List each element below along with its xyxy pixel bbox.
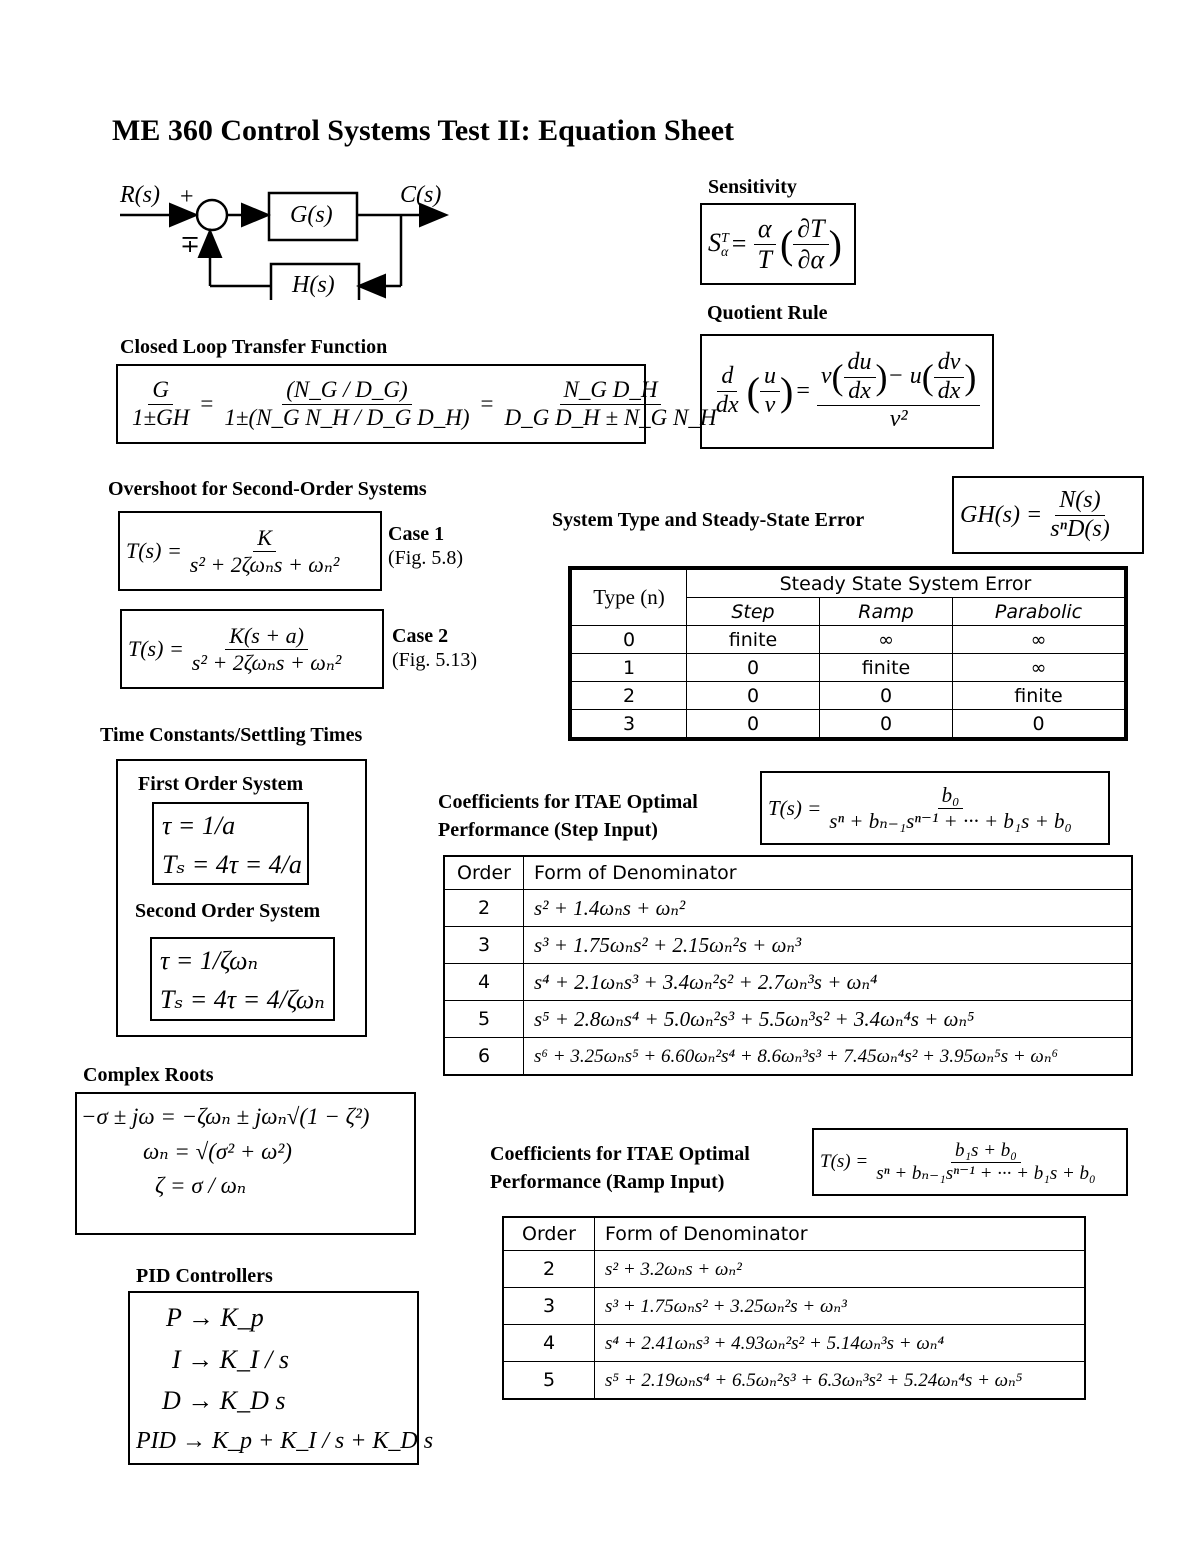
overshoot-heading: Overshoot for Second-Order Systems [108,478,427,500]
itae-step-tf-frac [825,783,1076,832]
sensitivity-coef [753,214,775,275]
order-cell: 2 [444,890,524,927]
case2-label [392,624,477,672]
complex-roots-l2: ωₙ = √(σ² + ω²) [143,1138,292,1164]
itae-step-heading-l2: Performance (Step Input) [438,819,658,841]
first-order-box [152,802,309,885]
itae-ramp-tf-den: sⁿ + bₙ₋₁sⁿ⁻¹ + ··· + b₁s + b₀ [876,1162,1096,1184]
order-cell: 6 [444,1038,524,1076]
itae-step-tf-lhs: T(s) = [768,795,822,820]
cell: 2 [570,682,687,710]
v-term: v [820,363,832,390]
gh-den: sⁿD(s) [1050,515,1110,542]
cell: 0 [687,710,820,740]
coef-den: T [757,244,772,274]
case2-num: K(s + a) [225,623,308,649]
cell: 1 [570,654,687,682]
clt-f2-den: 1±(N_G N_H / D_G D_H) [224,404,470,430]
case2-fig: (Fig. 5.13) [392,649,477,671]
du: du [844,349,876,378]
table-row [570,710,1126,740]
second-order-tau: τ = 1/ζωₙ [160,946,259,975]
itae-ramp-tf [812,1128,1128,1196]
table-row [503,1325,1085,1362]
first-order-ts: Tₛ = 4τ = 4/a [162,850,302,879]
deriv-den: ∂α [797,244,825,274]
case1-lhs: T(s) = [126,538,182,563]
order-cell: 3 [444,927,524,964]
pid-d: D → K_D s [162,1386,286,1416]
sensitivity-heading: Sensitivity [708,176,797,198]
cell: 0 [570,626,687,654]
itae-step-heading-l1: Coefficients for ITAE Optimal [438,791,698,813]
sse-table-title: Steady State System Error [687,568,1127,598]
form-cell: s² + 3.2ωₙs + ωₙ² [595,1251,1086,1288]
cell: finite [687,626,820,654]
itae-ramp-tf-frac [872,1140,1099,1185]
form-cell: s³ + 1.75ωₙs² + 2.15ωₙ²s + ωₙ³ [524,927,1133,964]
itae-ramp-heading [490,1140,750,1196]
form-cell: s⁴ + 2.1ωₙs³ + 3.4ωₙ²s² + 2.7ωₙ³s + ωₙ⁴ [524,964,1133,1001]
u-over-v [760,363,780,419]
clt-frac-1 [128,377,193,431]
itae-step-tf-num: b₀ [938,783,964,808]
minus-sign: ∓ [180,232,201,258]
itae-ramp-heading-l2: Performance (Ramp Input) [490,1171,725,1193]
itae-ramp-heading-l1: Coefficients for ITAE Optimal [490,1143,750,1165]
quotient-rule-equation: $\frac{d}{dx}$ ( $\frac{u}{v}$ ) = v ( $\frac{du}{dx}$ ) − u ( $\frac{dv}{dx}$ ) v² [700,334,994,449]
case1-num: K [253,525,276,551]
dx-2: dx [937,377,961,404]
page-title: ME 360 Control Systems Test II: Equation Sheet [112,114,735,147]
gh-lhs: GH(s) = [960,501,1043,528]
dx: dx [716,392,739,418]
second-order-box [150,937,335,1021]
case1-den: s² + 2ζωₙs + ωₙ² [189,551,340,577]
order-cell: 5 [444,1001,524,1038]
case1-fig: (Fig. 5.8) [388,547,463,569]
cell: ∞ [953,626,1127,654]
form-cell: s⁵ + 2.8ωₙs⁴ + 5.0ωₙ²s³ + 5.5ωₙ³s² + 3.4ωₙ⁴s + ωₙ⁵ [524,1001,1133,1038]
overshoot-case2-equation [120,609,384,689]
feedback-block-label: H(s) [292,272,335,298]
quotient-rhs: v ( $\frac{du}{dx}$ ) − u ( $\frac{dv}{dx}$ ) v² [817,349,981,434]
itae-ramp-tf-lhs: T(s) = [820,1151,869,1172]
itae-ramp-table [502,1216,1086,1400]
pid-pid: PID → K_p + K_I / s + K_D s [136,1427,434,1454]
cell: 0 [820,710,953,740]
table-row [570,654,1126,682]
table-row [503,1362,1085,1400]
case2-title: Case 2 [392,625,449,647]
itae-step-table [443,855,1133,1076]
table-row [444,964,1132,1001]
itae-step-heading [438,788,698,844]
minus-u: − u [887,363,922,390]
system-type-heading: System Type and Steady-State Error [552,509,865,531]
col-form: Form of Denominator [595,1217,1086,1251]
sensitivity-symbol: S [708,228,721,258]
cell: 0 [687,682,820,710]
pid-heading: PID Controllers [136,1265,273,1287]
itae-step-tf [760,771,1110,845]
quotient-rule-heading: Quotient Rule [707,302,828,324]
form-cell: s³ + 1.75ωₙs² + 3.25ωₙ²s + ωₙ³ [595,1288,1086,1325]
table-row [444,927,1132,964]
clt-frac-2 [220,377,473,431]
cell: ∞ [820,626,953,654]
v: v [764,392,776,418]
dv-dx [934,349,965,405]
table-row [570,626,1126,654]
dx-1: dx [848,377,871,404]
gh-num: N(s) [1055,487,1104,516]
cell: finite [820,654,953,682]
cell: 0 [953,710,1127,740]
block-diagram [118,180,458,300]
case1-title: Case 1 [388,523,445,545]
col-form: Form of Denominator [524,856,1133,890]
table-row [503,1251,1085,1288]
forward-block-label: G(s) [290,202,333,228]
col-order: Order [444,856,524,890]
time-constants-heading: Time Constants/Settling Times [100,724,363,746]
deriv-num: ∂T [793,214,828,245]
table-row [444,1038,1132,1076]
sensitivity-equation: S T α = $\frac{\alpha}{T}$ ( $\frac{\partial T}{\partial\alpha}$ ) [700,203,856,285]
cell: 0 [820,682,953,710]
complex-roots-l1: −σ ± jω = −ζωₙ ± jωₙ√(1 − ζ²) [81,1104,370,1129]
col-parabolic: Parabolic [953,598,1127,626]
form-cell: s² + 1.4ωₙs + ωₙ² [524,890,1133,927]
col-step: Step [687,598,820,626]
case2-frac [188,623,346,675]
cell: 0 [687,654,820,682]
table-row [444,890,1132,927]
clt-f3-den: D_G D_H ± N_G N_H [504,404,717,430]
cell: ∞ [953,654,1127,682]
complex-roots-heading: Complex Roots [83,1064,214,1086]
pid-p: P → K_p [166,1303,264,1332]
table-row [444,1001,1132,1038]
complex-roots-l3: ζ = σ / ωₙ [155,1173,247,1198]
clt-f1-den: 1±GH [132,404,190,430]
form-cell: s⁶ + 3.25ωₙs⁵ + 6.60ωₙ²s⁴ + 8.6ωₙ³s³ + 7.45ωₙ⁴s² + 3.95ωₙ⁵s + ωₙ⁶ [524,1038,1133,1076]
col-order: Order [503,1217,595,1251]
output-label: C(s) [400,182,442,208]
closed-loop-heading: Closed Loop Transfer Function [120,336,388,358]
coef-num: α [754,214,776,245]
table-row [570,682,1126,710]
pid-box [128,1291,434,1465]
col-ramp: Ramp [820,598,953,626]
dv: dv [934,349,965,378]
form-cell: s⁴ + 2.41ωₙs³ + 4.93ωₙ²s² + 5.14ωₙ³s + ωₙ⁴ [595,1325,1086,1362]
first-order-tau: τ = 1/a [162,811,236,840]
itae-step-tf-den: sⁿ + bₙ₋₁sⁿ⁻¹ + ··· + b₁s + b₀ [829,808,1072,833]
cell: 3 [570,710,687,740]
case1-label [388,522,463,570]
sensitivity-sub: α [721,244,729,260]
sensitivity-sup: T [721,230,729,246]
second-order-heading: Second Order System [135,900,321,922]
clt-f2-num: (N_G / D_G) [282,377,411,404]
case2-lhs: T(s) = [128,636,184,661]
plus-sign: + [180,184,194,210]
order-cell: 2 [503,1251,595,1288]
table-row [503,1288,1085,1325]
complex-roots-box [75,1092,416,1235]
form-cell: s⁵ + 2.19ωₙs⁴ + 6.5ωₙ²s³ + 6.3ωₙ³s² + 5.24ωₙ⁴s + ωₙ⁵ [595,1362,1086,1400]
input-label: R(s) [120,182,160,208]
second-order-ts: Tₛ = 4τ = 4/ζωₙ [160,985,325,1014]
overshoot-case1-equation [118,511,382,591]
clt-f3-num: N_G D_H [560,377,662,404]
closed-loop-equation: $\frac{G}{1\pm GH}$ = $\frac{(N\_G / D\_G)}{\text{1±(N\_G N\_H / D\_G D\_H)}}$ = $\frac{\text{N\_G D\_H}}{\text{D\_G D\_H ± N\_G N\_H}}$ [116,364,646,444]
cell: finite [953,682,1127,710]
order-cell: 4 [503,1325,595,1362]
itae-ramp-tf-num: b₁s + b₀ [951,1140,1021,1163]
d: d [717,363,737,392]
du-dx [844,349,876,405]
u: u [760,363,780,392]
case2-den: s² + 2ζωₙs + ωₙ² [191,649,342,675]
order-cell: 4 [444,964,524,1001]
steady-state-error-table [568,566,1128,741]
order-cell: 5 [503,1362,595,1400]
sensitivity-lhs [708,228,729,259]
case1-frac [186,525,344,577]
equals: = [731,229,747,258]
sensitivity-deriv [793,214,828,275]
clt-frac-3 [501,377,721,431]
col-type: Type (n) [570,568,687,626]
pid-i: I → K_I / s [172,1344,289,1374]
gh-equation [952,476,1144,554]
v-squared: v² [889,406,908,433]
first-order-heading: First Order System [138,773,304,795]
order-cell: 3 [503,1288,595,1325]
clt-f1-num: G [148,377,173,404]
gh-frac [1046,487,1114,543]
